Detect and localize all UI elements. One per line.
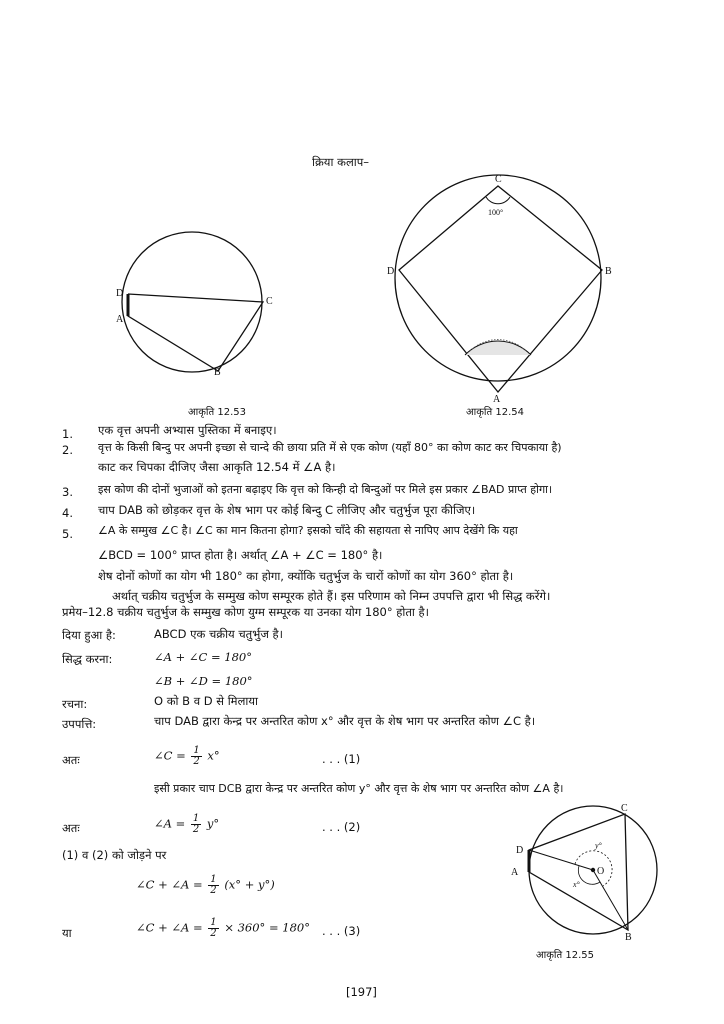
equation-1: ∠C = $\frac{1}{2}$ x° — [154, 745, 220, 767]
step-1-text: एक वृत्त अपनी अभ्यास पुस्तिका में बनाइए। — [98, 423, 277, 437]
proof-line-1: चाप DAB द्वारा केन्द्र पर अन्तरित कोण x° और वृत्त के शेष भाग पर अन्तरित कोण ∠C है। — [154, 714, 536, 728]
equation-4: ∠C + ∠A = $\frac{1}{2}$ × 360° = 180° — [136, 917, 310, 939]
step-3-text: इस कोण की दोनों भुजाओं को इतना बढ़ाइए कि वृत्त को किन्ही दो बिन्दुओं पर मिले इस प्रकार ∠BAD प्राप्त होगा। — [98, 483, 553, 496]
construction-label: रचना: — [62, 697, 88, 711]
step-5-text: ∠A के सम्मुख ∠C है। ∠C का मान कितना होगा? इसको चाँदे की सहायता से नापिए आप देखेंगे कि यहा — [98, 524, 518, 537]
step-4-number: 4. — [62, 506, 73, 520]
given-text: ABCD एक चक्रीय चतुर्भुज है। — [154, 627, 283, 641]
step-2-text: वृत्त के किसी बिन्दु पर अपनी इच्छा से चान्दे की छाया प्रति में से एक कोण (यहाँ 80° का कोण काट कर चिपकाया है) — [98, 441, 562, 454]
label-c: C — [495, 174, 502, 185]
equation-4-ref: . . . (3) — [322, 924, 361, 938]
quadrilateral — [128, 294, 263, 371]
step-2-continuation: काट कर चिपका दीजिए जैसा आकृति 12.54 में ∠A है। — [98, 460, 336, 474]
activity-heading: क्रिया कलाप– — [312, 155, 370, 169]
equation-3: ∠C + ∠A = $\frac{1}{2}$ (x° + y°) — [136, 874, 275, 896]
step-5-continuation: ∠BCD = 100° प्राप्त होता है। अर्थात् ∠A + ∠C = 180° है। — [98, 548, 383, 562]
hence-label-2: अतः — [62, 821, 80, 835]
label-d: D — [387, 266, 395, 277]
caption-12-55: आकृति 12.55 — [536, 950, 594, 961]
equation-2-ref: . . . (2) — [322, 820, 361, 834]
label-x: x° — [573, 880, 580, 889]
proof-line-2: इसी प्रकार चाप DCB द्वारा केन्द्र पर अन्तरित कोण y° और वृत्त के शेष भाग पर अन्तरित कोण ∠A है। — [154, 782, 564, 795]
label-c: C — [266, 296, 273, 307]
label-d: D — [116, 288, 124, 299]
paragraph-2: अर्थात् चक्रीय चतुर्भुज के सम्मुख कोण सम्पूरक होते हैं। इस परिणाम को निम्न उपपत्ति द्वारा भी सिद्ध करेंगे। — [112, 589, 551, 603]
label-d: D — [516, 845, 524, 856]
figure-12-53 — [100, 220, 290, 390]
label-o: O — [597, 866, 605, 877]
label-b: B — [214, 367, 221, 378]
equation-2: ∠A = $\frac{1}{2}$ y° — [154, 813, 220, 835]
equation-1-ref: . . . (1) — [322, 752, 361, 766]
construction-text: O को B व D से मिलाया — [154, 694, 258, 708]
step-3-number: 3. — [62, 485, 73, 499]
angle-label: 100° — [488, 208, 504, 217]
to-prove-eq2: ∠B + ∠D = 180° — [154, 674, 253, 688]
caption-12-53: आकृति 12.53 — [188, 407, 246, 418]
caption-12-54: आकृति 12.54 — [466, 407, 524, 418]
hence-label-1: अतः — [62, 753, 80, 767]
step-5-number: 5. — [62, 527, 73, 541]
center-point — [591, 868, 595, 872]
label-b: B — [625, 932, 632, 943]
circle — [122, 232, 262, 372]
page-number: [197] — [346, 985, 377, 999]
segment-ob — [593, 870, 628, 930]
to-prove-eq1: ∠A + ∠C = 180° — [154, 650, 252, 664]
step-1-number: 1. — [62, 427, 73, 441]
proof-label: उपपत्ति: — [62, 717, 97, 731]
step-2-number: 2. — [62, 443, 73, 457]
theorem: प्रमेय–12.8 चक्रीय चतुर्भुज के सम्मुख कोण युग्म सम्पूरक या उनका योग 180° होता है। — [62, 605, 430, 619]
label-y: y° — [595, 841, 602, 850]
segment-od — [529, 850, 593, 870]
to-prove-label: सिद्ध करना: — [62, 652, 113, 666]
figure-12-55 — [505, 798, 665, 943]
protractor-cutout — [465, 341, 531, 355]
figure-12-54 — [385, 170, 625, 405]
given-label: दिया हुआ है: — [62, 628, 116, 642]
label-a: A — [511, 867, 519, 878]
step-4-text: चाप DAB को छोड़कर वृत्त के शेष भाग पर कोई बिन्दु C लीजिए और चतुर्भुज पूरा कीजिए। — [98, 503, 476, 517]
angle-arc-c — [486, 197, 510, 204]
label-a: A — [116, 314, 124, 325]
or-label: या — [62, 926, 72, 940]
label-c: C — [621, 803, 628, 814]
label-a: A — [493, 394, 501, 405]
adding-text: (1) व (2) को जोड़ने पर — [62, 848, 167, 862]
paragraph-1: शेष दोनों कोणों का योग भी 180° का होगा, क्योंकि चतुर्भुज के चारों कोणों का योग 360° होता है। — [98, 569, 514, 583]
label-b: B — [605, 266, 612, 277]
